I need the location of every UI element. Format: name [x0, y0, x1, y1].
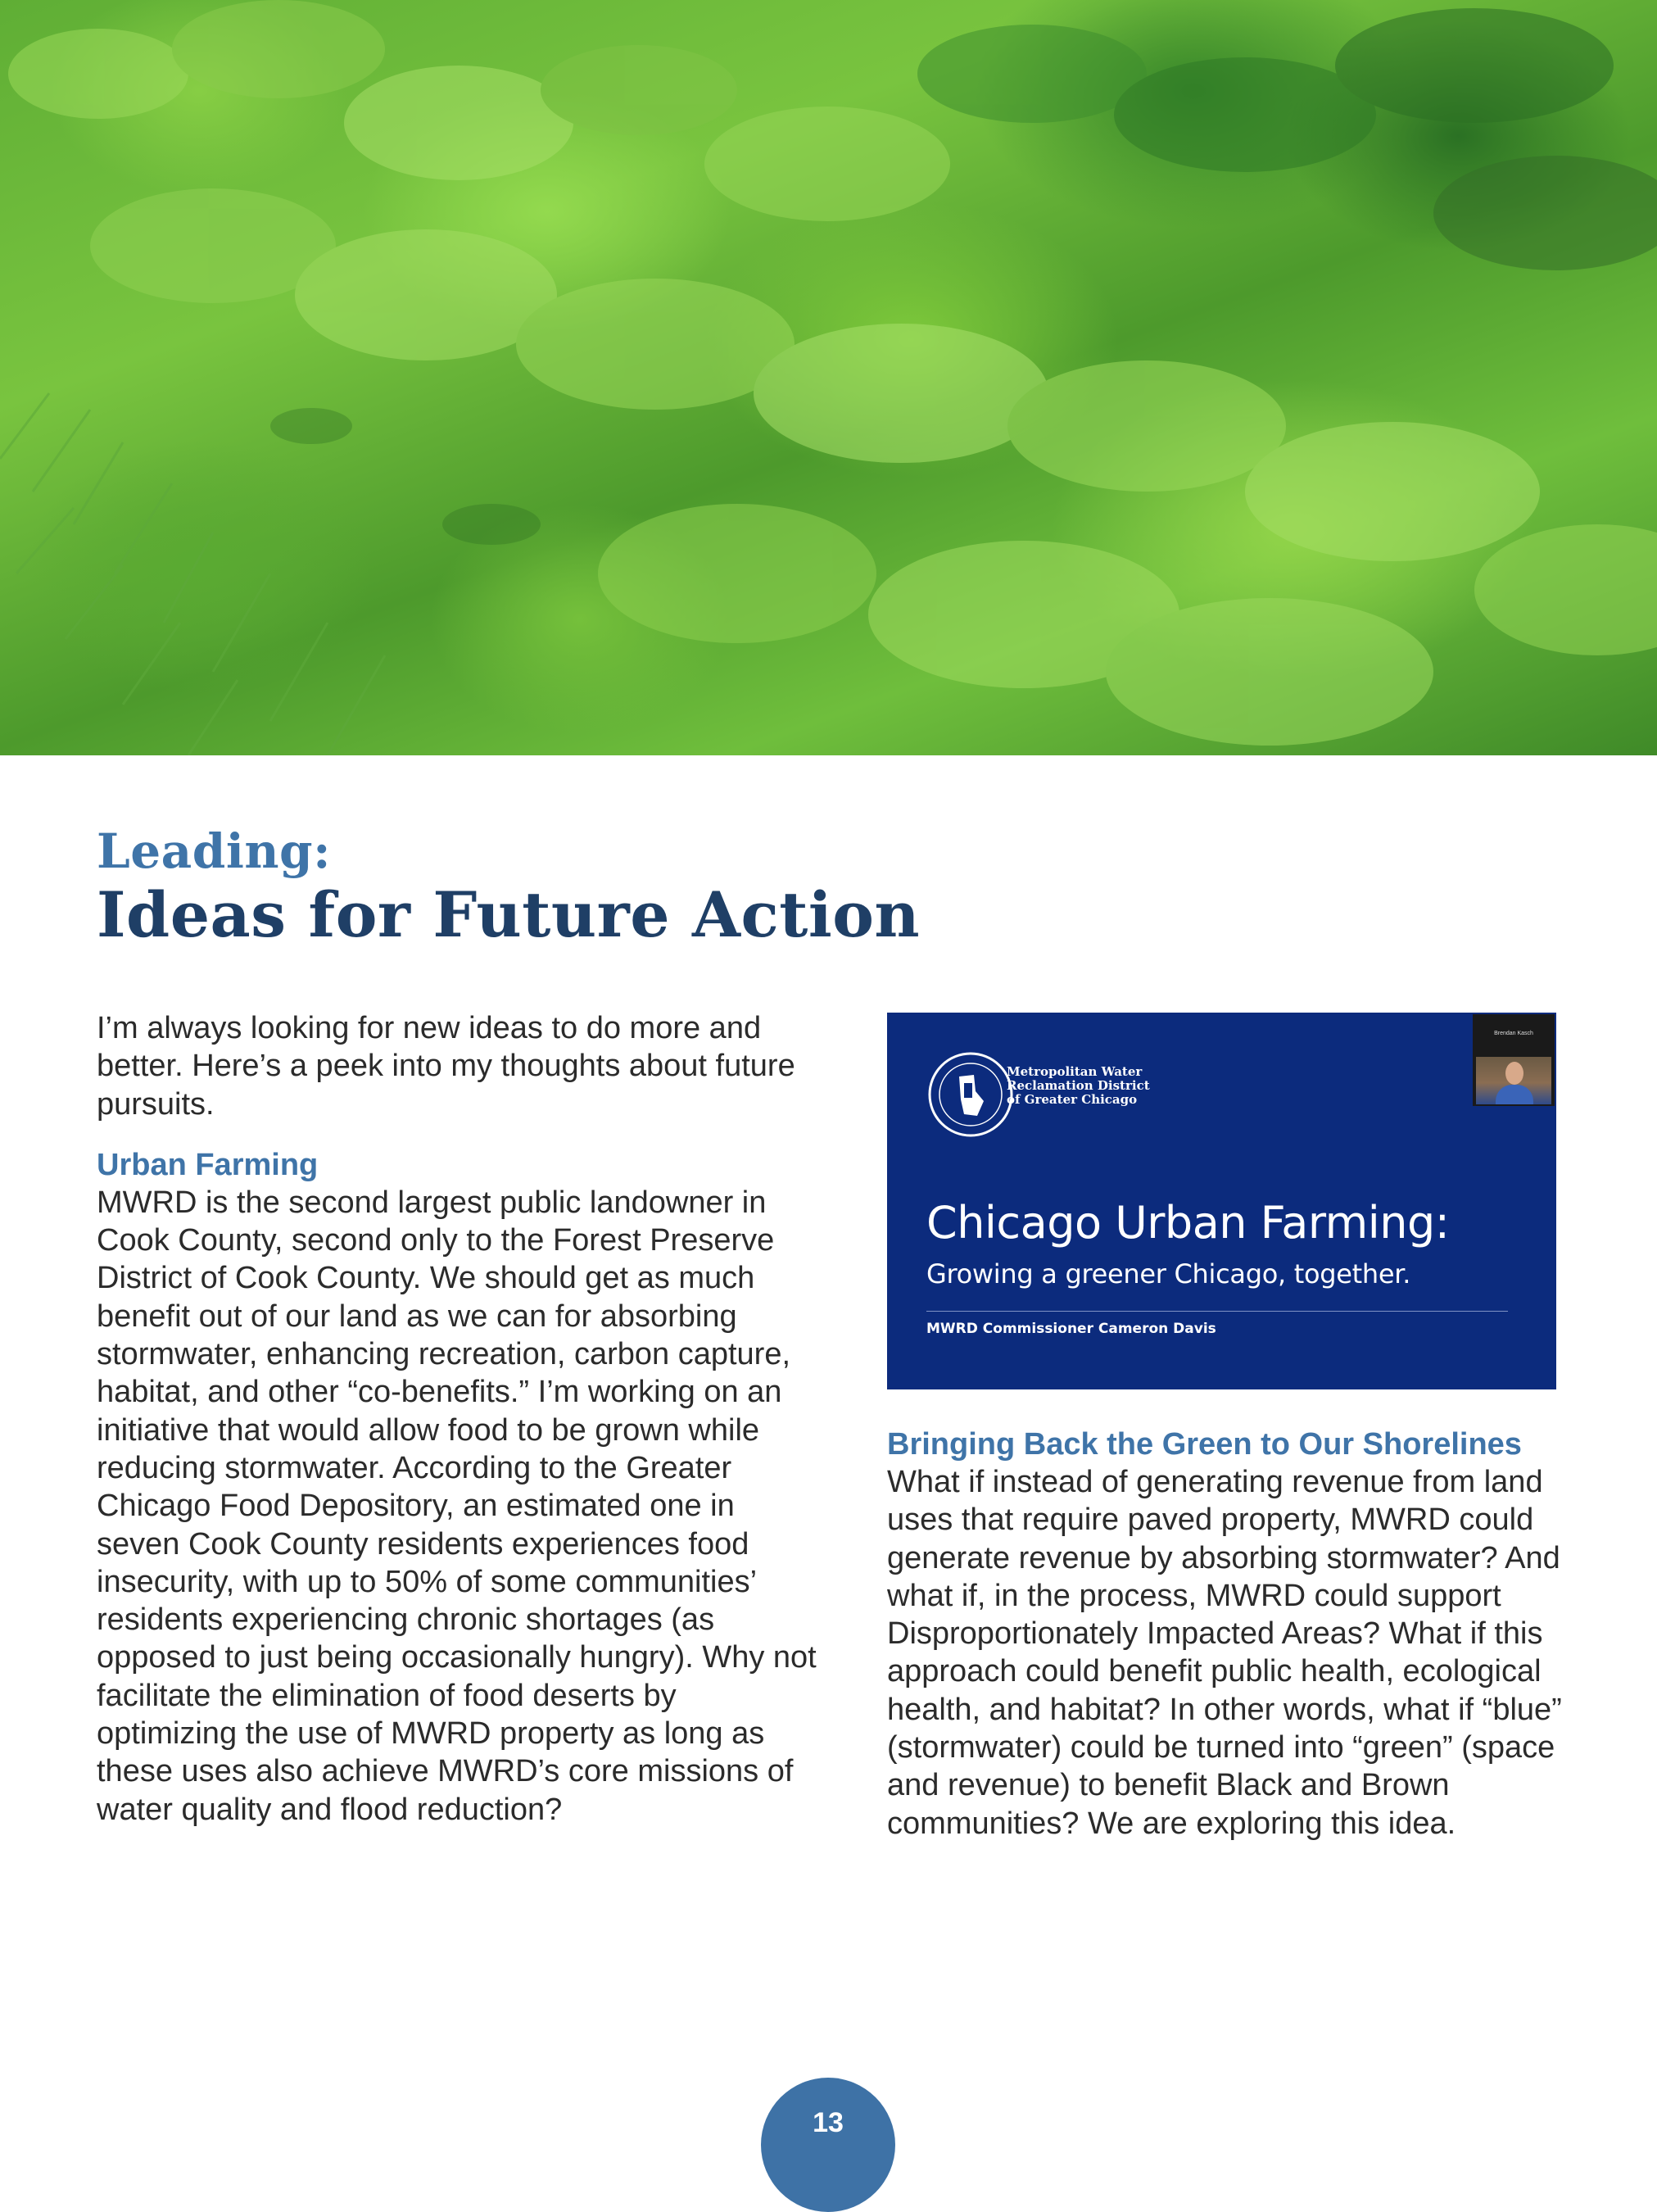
urban-farming-body: MWRD is the second largest public landowner in Cook County, second only to the Forest Preserve District of Cook County. We should get as much benefit out of our land as we can for absorbing stormwater, enhancing recreation, carbon capture, habitat, and other “co-benefits.” I’m working on an initiative that would allow food to be grown while reducing stormwater. According to the Greater Chicago Food Depository, an estimated one in seven Cook County residents experiences food insecurity, with up to 50% of some communities’ residents experiencing chronic shortages (as opposed to just being occasionally hungry). Why not facilitate the elimination of food deserts by optimizing the use of MWRD property as long as these uses also achieve MWRD’s core missions of water quality and flood reduction?: [97, 1185, 817, 1827]
hero-photo-lettuce-field: [0, 0, 1657, 755]
video-call-tile: [1473, 1014, 1555, 1106]
mwrd-seal-icon: [926, 1050, 1015, 1139]
presentation-slide-screenshot: [887, 1013, 1556, 1389]
intro-paragraph: I’m always looking for new ideas to do more and better. Here’s a peek into my thoughts about future pursuits.: [97, 1011, 795, 1122]
slide-divider: [926, 1311, 1508, 1312]
slide-author: MWRD Commissioner Cameron Davis: [926, 1321, 1216, 1337]
slide-organization-name: Metropolitan Water Reclamation District of Greater Chicago: [1007, 1064, 1150, 1107]
leaf-texture: [0, 0, 1657, 755]
left-column: [97, 1009, 817, 1829]
page-title: Ideas for Future Action: [97, 878, 921, 951]
slide-subtitle: Growing a greener Chicago, together.: [926, 1258, 1411, 1290]
shorelines-body: What if instead of generating revenue from land uses that require paved property, MWRD could generate revenue by absorbing stormwater? And what if, in the process, MWRD could support Disproportionately Impacted Areas? What if this approach could benefit public health, ecological health, and habitat? In other words, what if “blue” (stormwater) could be turned into “green” (space and revenue) to benefit Black and Brown communities? We are exploring this idea.: [887, 1465, 1562, 1841]
video-participant-name: Brendan Kasch: [1494, 1031, 1533, 1036]
urban-farming-heading: Urban Farming: [97, 1147, 319, 1182]
section-kicker: Leading:: [97, 823, 331, 879]
page-number: 13: [813, 2107, 844, 2138]
right-column: [887, 1426, 1567, 1843]
page-number-badge: [761, 2078, 895, 2212]
shorelines-heading: Bringing Back the Green to Our Shorelines: [887, 1427, 1522, 1462]
slide-title: Chicago Urban Farming:: [926, 1197, 1450, 1249]
participant-body: [1496, 1085, 1533, 1104]
participant-face: [1505, 1062, 1523, 1085]
participant-video-thumbnail: [1476, 1057, 1551, 1104]
